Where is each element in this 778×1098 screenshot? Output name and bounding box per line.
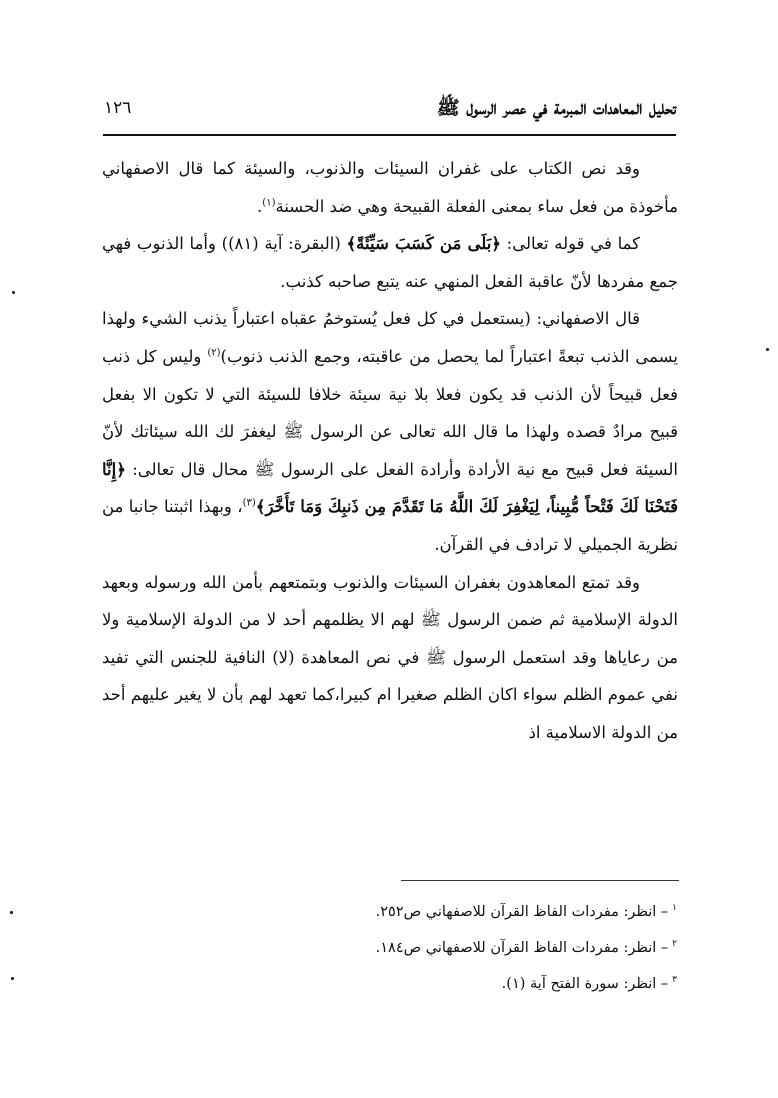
footnote-3-text: – انظر: سورة الفتح آية (١).: [501, 975, 669, 992]
scan-speck: [10, 911, 13, 914]
paragraph-2-intro: كما في قوله تعالى:: [500, 234, 640, 254]
footnote-2: [376, 928, 677, 964]
paragraph-3-text: وليس كل ذنب فعل قبيحاً لأن الذنب قد يكون فعلا بلا نية سيئة خلافا للسيئة التي لا تكون الا بفعل قبيح مرادٌ قصده ولهذا ما قال الله تعالى عن الرسول ﷺ ليغفرَ لك الله سيئاتك لأنّ السيئة فعل قبيح مع نية الأرادة وأرادة الفعل على الرسول ﷺ محال قال تعالى:: [102, 346, 678, 479]
paragraph-1-text: وقد نص الكتاب على غفران السيئات والذنوب، والسيئة كما قال الاصفهاني مأخوذة من فعل ساء بمعنى الفعلة القبيحة وهي ضد الحسنة: [102, 159, 678, 216]
body-text: [102, 150, 678, 752]
footnote-ref-2: (٢): [207, 347, 221, 359]
paragraph-4: وقد تمتع المعاهدون بغفران السيئات والذنوب وبتمتعهم بأمن الله ورسوله وبعهد الدولة الإسلامية ثم ضمن الرسول ﷺ لهم الا يظلمهم أحد لا من الدولة الإسلامية ولا من رعاياها وقد استعمل الرسول ﷺ في نص المعاهدة (لا) النافية للجنس التي تفيد نفي عموم الظلم سواء اكان الظلم صغيرا ام كبيرا،كما تعهد لهم بأن لا يغير عليهم أحد من الدولة الاسلامية اذ: [102, 572, 678, 742]
footnote-2-text: – انظر: مفردات الفاظ القرآن للاصفهاني ص١٨٤.: [375, 939, 669, 956]
footnote-ref-1: (١): [262, 197, 276, 209]
footnote-ref-3: (٣): [242, 497, 256, 509]
page-header-title: تحليل المعاهدات المبرمة في عصر الرسول ﷺ: [436, 97, 676, 119]
header-rule: [103, 134, 676, 136]
page-number: ١٢٦: [104, 98, 132, 118]
footnote-1-text: – انظر: مفردات الفاظ القرآن للاصفهاني ص٢٥٢.: [375, 903, 669, 920]
footnotes: [376, 892, 677, 999]
scan-speck: [766, 348, 769, 351]
footnote-3-mark: ٣: [672, 974, 677, 985]
paragraph-3-end: ، وبهذا اثبتنا جانبا من نظرية الجميلي لا ترادف في القرآن.: [102, 497, 678, 554]
paragraph-3-quote: قال الاصفهاني: (يستعمل في كل فعل يُستوخمُ عقباه اعتباراً يذنب الشيء ولهذا يسمى الذنب تبعةً اعتباراً لما يحصل من عاقبته، وجمع الذنب ذنوب): [102, 309, 678, 366]
footnote-2-mark: ٢: [672, 938, 677, 949]
footnote-1: [376, 892, 677, 928]
paragraph-2: [102, 225, 678, 300]
paragraph-3: [102, 300, 678, 563]
paragraph-1-end: .: [257, 196, 263, 216]
paragraph-1: [102, 150, 678, 225]
quran-verse-baqara: ﴿بَلَى مَن كَسَبَ سَيِّئَةً﴾: [346, 234, 501, 254]
footnote-3: [376, 964, 677, 1000]
footnote-1-mark: ١: [672, 903, 677, 913]
paragraph-2-text: (البقرة: آية (٨١)) وأما الذنوب فهي جمع مفردها لأنّ عاقبة الفعل المنهي عنه يتبع صاحبه كذنب.: [102, 234, 678, 291]
footnote-separator: [401, 880, 679, 881]
scan-speck: [12, 291, 15, 294]
scan-speck: [11, 977, 14, 980]
quran-verse-fath: ﴿إِنَّا فَتَحْنَا لَكَ فَتْحاً مُّبِيناً، لِيَغْفِرَ لَكَ اللَّهُ مَا تَقَدَّمَ مِن ذَنبِكَ وَمَا تَأَخَّرَ﴾: [102, 459, 678, 517]
